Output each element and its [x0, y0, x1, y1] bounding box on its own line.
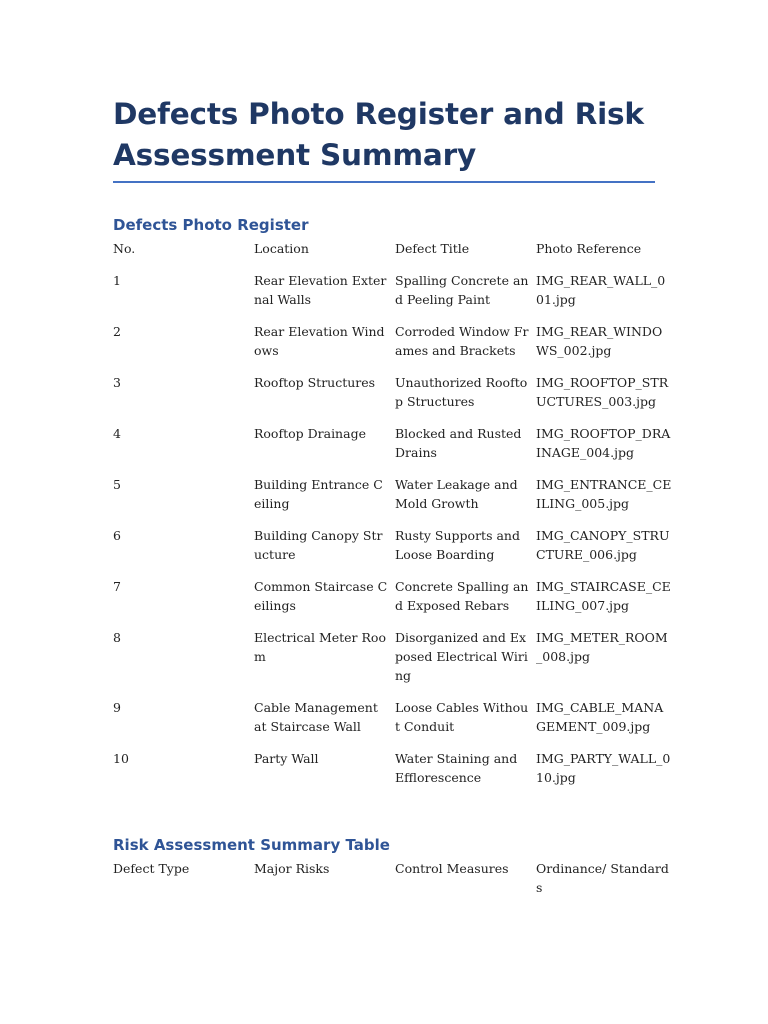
row-number: 9 — [113, 700, 121, 715]
column-header-location: Location — [254, 241, 309, 256]
document-page — [113, 94, 672, 897]
row-location: Common Staircase Ceilings — [254, 579, 388, 613]
row-photo-reference: IMG_REAR_WALL_001.jpg — [536, 273, 666, 307]
column-header-no: No. — [113, 241, 136, 256]
row-location: Building Canopy Structure — [254, 528, 383, 562]
photo-register-heading: Defects Photo Register — [113, 216, 309, 234]
row-number: 10 — [113, 751, 129, 766]
row-location: Rooftop Drainage — [254, 426, 366, 441]
row-photo-reference: IMG_METER_ROOM_008.jpg — [536, 630, 668, 664]
row-defect-title: Rusty Supports and Loose Boarding — [395, 528, 520, 562]
row-number: 7 — [113, 579, 121, 594]
risk-summary-table — [113, 859, 673, 897]
row-photo-reference: IMG_CABLE_MANAGEMENT_009.jpg — [536, 700, 664, 734]
title-underline — [113, 181, 655, 183]
row-photo-reference: IMG_ROOFTOP_DRAINAGE_004.jpg — [536, 426, 671, 460]
column-header-major-risks: Major Risks — [254, 861, 330, 876]
table-row — [113, 424, 673, 475]
row-defect-title: Loose Cables Without Conduit — [395, 700, 529, 734]
row-number: 8 — [113, 630, 121, 645]
row-defect-title: Spalling Concrete and Peeling Paint — [395, 273, 529, 307]
row-number: 3 — [113, 375, 121, 390]
column-header-control-measures: Control Measures — [395, 861, 509, 876]
row-defect-title: Unauthorized Rooftop Structures — [395, 375, 528, 409]
column-header-ordinance-standards: Ordinance/ Standards — [536, 861, 669, 895]
table-row — [113, 322, 673, 373]
risk-summary-heading: Risk Assessment Summary Table — [113, 836, 390, 854]
row-number: 6 — [113, 528, 121, 543]
row-location: Cable Management at Staircase Wall — [254, 700, 378, 734]
row-location: Party Wall — [254, 751, 319, 766]
row-number: 4 — [113, 426, 121, 441]
row-location: Building Entrance Ceiling — [254, 477, 383, 511]
column-header-defect-title: Defect Title — [395, 241, 470, 256]
row-defect-title: Corroded Window Frames and Brackets — [395, 324, 529, 358]
table-row — [113, 749, 673, 800]
table-row — [113, 628, 673, 698]
column-header-defect-type: Defect Type — [113, 861, 190, 876]
row-photo-reference: IMG_ENTRANCE_CEILING_005.jpg — [536, 477, 672, 511]
column-header-photo-reference: Photo Reference — [536, 241, 642, 256]
table-row — [113, 271, 673, 322]
row-location: Rear Elevation Windows — [254, 324, 385, 358]
row-photo-reference: IMG_PARTY_WALL_010.jpg — [536, 751, 671, 785]
row-defect-title: Blocked and Rusted Drains — [395, 426, 522, 460]
row-photo-reference: IMG_REAR_WINDOWS_002.jpg — [536, 324, 663, 358]
table-row — [113, 577, 673, 628]
row-number: 5 — [113, 477, 121, 492]
photo-register-table — [113, 239, 673, 800]
row-defect-title: Disorganized and Exposed Electrical Wiring — [395, 630, 528, 683]
table-header-row — [113, 239, 673, 271]
row-photo-reference: IMG_CANOPY_STRUCTURE_006.jpg — [536, 528, 670, 562]
row-location: Rear Elevation External Walls — [254, 273, 387, 307]
row-number: 2 — [113, 324, 121, 339]
row-location: Electrical Meter Room — [254, 630, 386, 664]
row-photo-reference: IMG_STAIRCASE_CEILING_007.jpg — [536, 579, 671, 613]
table-row — [113, 526, 673, 577]
row-defect-title: Concrete Spalling and Exposed Rebars — [395, 579, 529, 613]
document-title: Defects Photo Register and Risk Assessment Summary — [113, 97, 644, 172]
row-defect-title: Water Leakage and Mold Growth — [395, 477, 518, 511]
row-defect-title: Water Staining and Efflorescence — [395, 751, 518, 785]
table-row — [113, 698, 673, 749]
row-photo-reference: IMG_ROOFTOP_STRUCTURES_003.jpg — [536, 375, 669, 409]
row-number: 1 — [113, 273, 121, 288]
table-row — [113, 373, 673, 424]
table-row — [113, 475, 673, 526]
table-header-row — [113, 859, 673, 897]
row-location: Rooftop Structures — [254, 375, 376, 390]
